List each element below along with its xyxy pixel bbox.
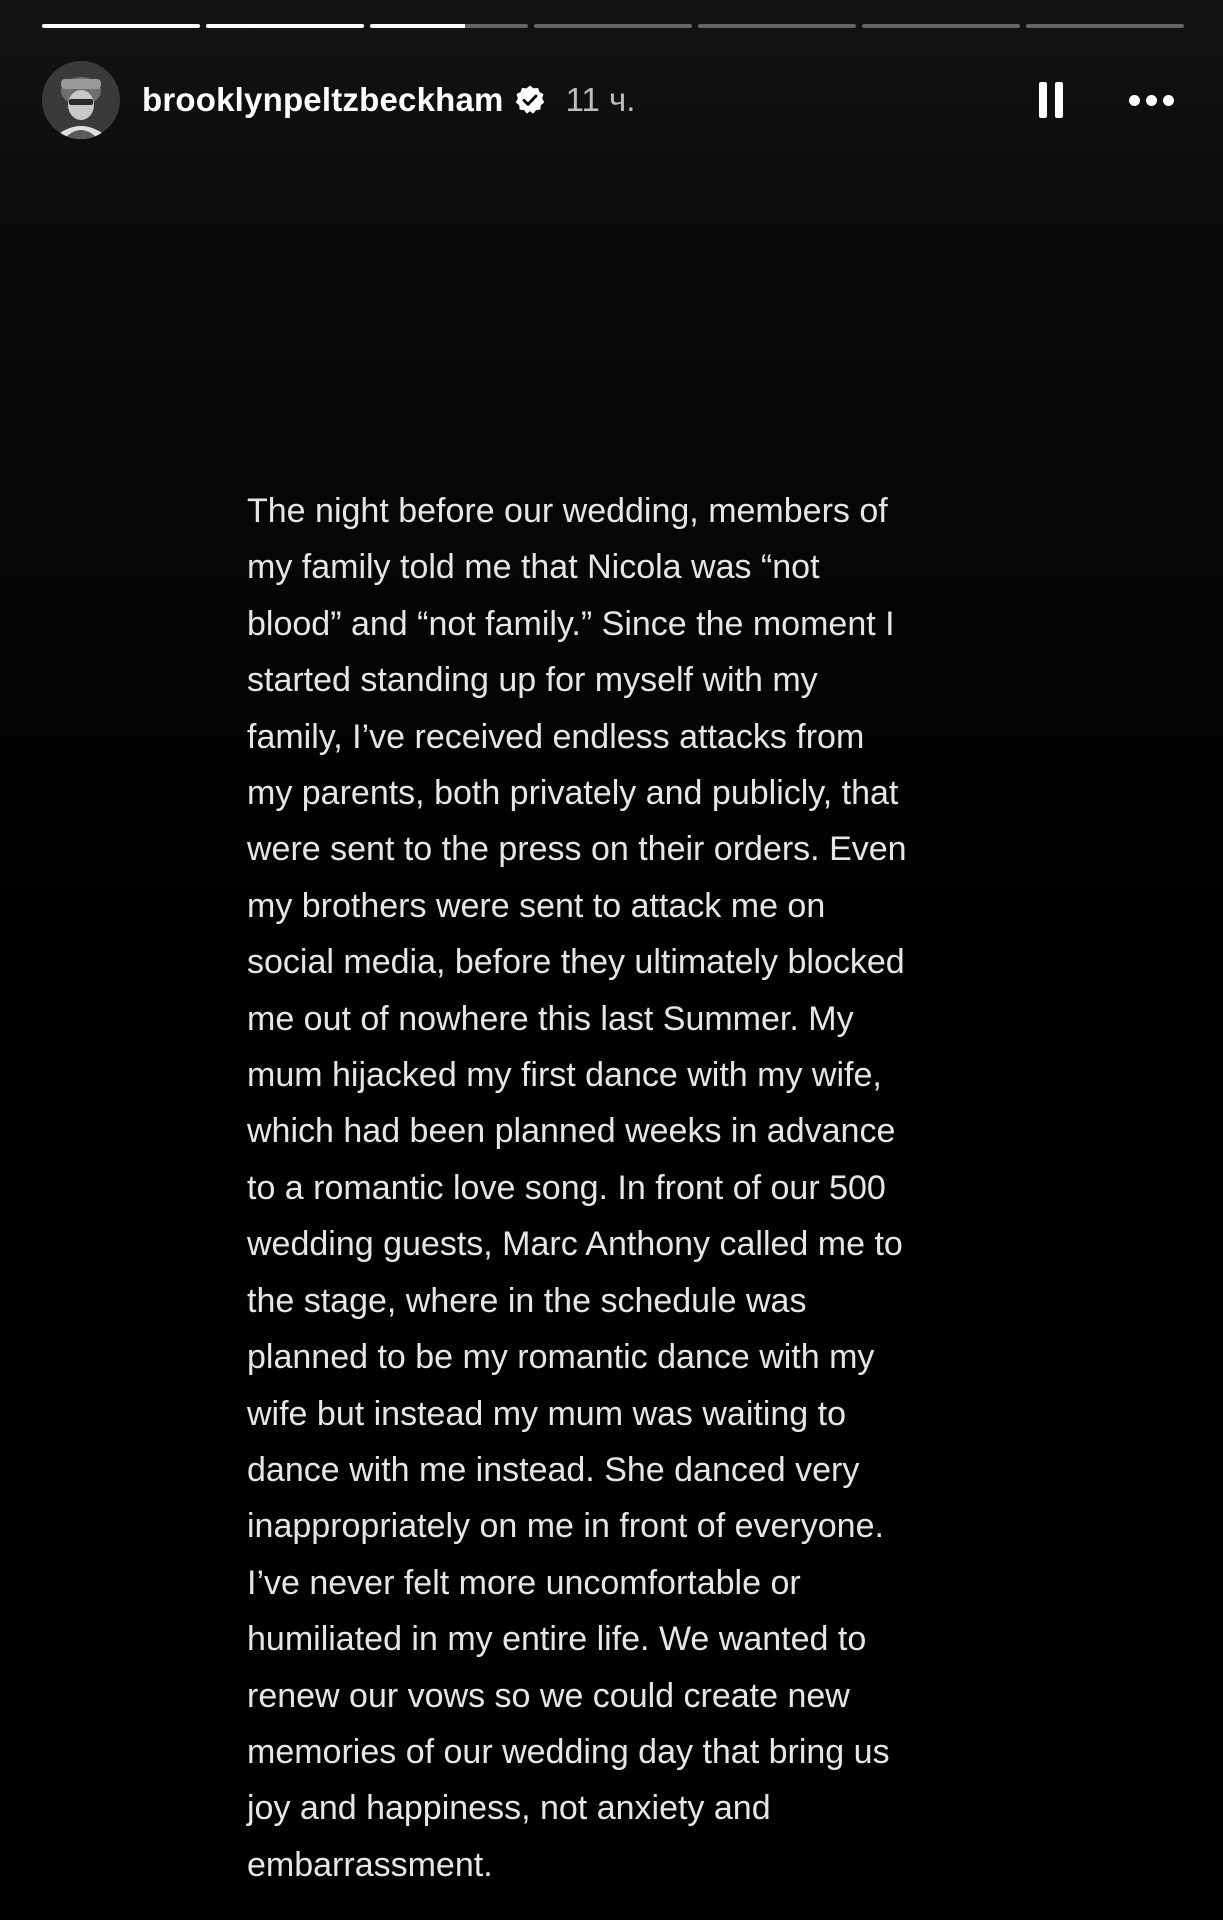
progress-segment (862, 24, 1020, 28)
pause-button[interactable] (1021, 70, 1081, 130)
more-options-icon-dot (1163, 95, 1174, 106)
progress-fill (206, 24, 364, 28)
progress-segment (1026, 24, 1184, 28)
progress-fill (370, 24, 465, 28)
more-options-button[interactable] (1121, 70, 1181, 130)
pause-icon-bar (1055, 82, 1063, 118)
progress-fill (42, 24, 200, 28)
progress-segment (370, 24, 528, 28)
more-options-icon (1129, 95, 1140, 106)
verified-badge-icon (514, 84, 546, 116)
pause-icon (1039, 82, 1047, 118)
progress-segment (534, 24, 692, 28)
story-progress-bar (42, 24, 1184, 30)
username-link[interactable]: brooklynpeltzbeckham (142, 81, 504, 118)
profile-avatar[interactable] (42, 61, 120, 139)
progress-segment (206, 24, 364, 28)
progress-segment (698, 24, 856, 28)
post-time: 11 ч. (565, 81, 636, 118)
progress-segment (42, 24, 200, 28)
story-header (42, 58, 1181, 142)
story-text: The night before our wedding, members of my family told me that Nicola was “not blood” and “not family.” Since the moment I started standing up for myself with my family, I’ve received endless attacks from my parents, both privately and publicly, that were sent to the press on their orders. Even my brothers were sent to attack me on social media, before they ultimately blocked me out of nowhere this last Summer. My mum hijacked my first dance with my wife, which had been planned weeks in advance to a romantic love song. In front of our 500 wedding guests, Marc Anthony called me to the stage, where in the schedule was planned to be my romantic dance with my wife but instead my mum was waiting to dance with me instead. She danced very inappropriately on me in front of everyone. I’ve never felt more uncomfortable or humiliated in my entire life. We wanted to renew our vows so we could create new memories of our wedding day that bring us joy and happiness, not anxiety and embarrassment. (247, 492, 907, 1884)
avatar-photo-icon (42, 61, 120, 139)
more-options-icon-dot (1146, 95, 1157, 106)
